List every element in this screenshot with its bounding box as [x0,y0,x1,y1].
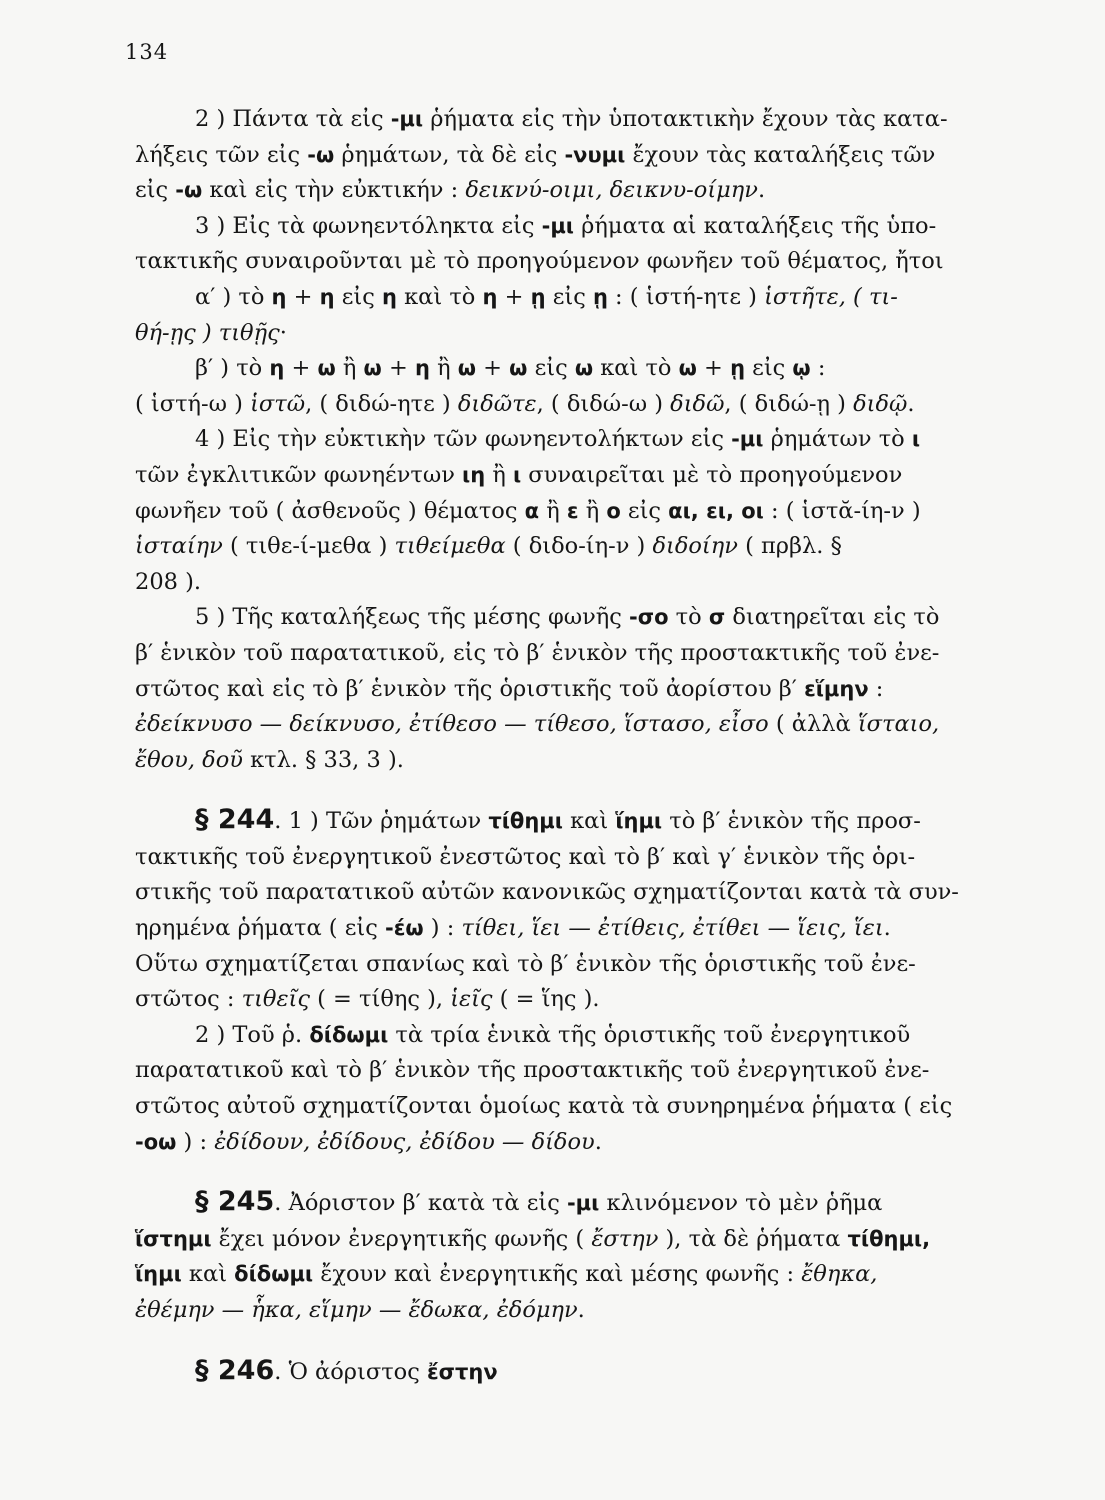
text-segment: ι [911,427,921,452]
text-segment: η [382,284,397,309]
text-segment: σ [708,605,726,630]
text-segment: τὰ τρία ἑνικὰ τῆς ὁριστικῆς τοῦ ἐνεργητικοῦ [388,1021,911,1048]
text-line [135,840,987,876]
text-segment: . [883,915,891,942]
text-line [135,1222,987,1258]
text-segment: η [271,284,287,309]
text-segment: εἰς [334,283,382,310]
text-segment: ἐθέμην — ἧκα, εἵμην — ἔδωκα, ἐδόμην [135,1297,578,1323]
text-line [135,244,987,280]
text-segment: ἢ [578,497,607,524]
text-segment: ἱστῶ [250,390,306,417]
text-segment: τῶν ἐγκλιτικῶν φωνηέντων [135,461,463,488]
text-line [135,316,987,352]
text-line [135,565,987,601]
text-segment: ἢ [485,461,513,488]
text-line [135,138,987,174]
text-segment: + [476,355,510,382]
text-segment: ω [574,356,594,381]
text-segment: ῃ [592,284,608,309]
text-segment: 3 ) Εἰς τὰ φωνηεντόληκτα εἰς [195,212,542,239]
text-segment: + [696,355,731,382]
text-segment: τακτικῆς τοῦ ἐνεργητικοῦ ἐνεστῶτος καὶ τὸ β′ καὶ γ′ ἑνικὸν τῆς ὁρι- [135,843,916,870]
text-line [135,102,987,138]
text-segment: : ( ἱστή-ητε ) [607,283,765,310]
text-segment: καὶ [562,808,616,835]
text-line [135,1293,987,1329]
text-segment: + [286,283,320,310]
text-segment: εἰς [745,355,793,382]
text-segment: ( ἱστή-ω ) [135,390,251,417]
text-segment: διδῶτε [457,390,537,417]
text-line [135,351,987,387]
text-segment: ῥημάτων, τὰ δὲ εἰς [334,141,565,168]
text-segment: τιθεῖς [241,986,310,1013]
text-segment: φωνῆεν τοῦ ( ἀσθενοῦς ) θέματος [135,497,525,524]
text-segment: 4 ) Εἰς τὴν εὐκτικὴν τῶν φωνηεντολήκτων εἰς [195,426,732,453]
text-segment: ῃ [530,284,546,309]
text-segment: ω [509,356,528,381]
text-segment: θή-ῃς ) τιθῇς [135,319,280,346]
section-number: § 246 [195,1354,275,1386]
text-segment: ( πρβλ. § [737,533,842,560]
text-segment: ( = ἵης ). [492,986,600,1013]
text-line [135,458,987,494]
text-segment: συναιρεῖται μὲ τὸ προηγούμενον [521,461,903,488]
text-segment: ἱσταίην [135,533,223,560]
text-line [135,1089,987,1125]
text-segment: . [757,177,766,204]
text-segment: . 1 ) Τῶν ῥημάτων [274,808,489,835]
text-segment: -σο [629,605,669,630]
text-line [135,707,987,743]
text-line [135,911,987,947]
text-segment: ῥήματα εἰς τὴν ὑποτακτικὴν ἔχουν τὰς κατα- [423,106,948,132]
text-line [135,802,987,840]
text-segment: -οω [135,1129,177,1154]
section-number: § 244 [195,804,275,836]
text-segment: . Ἀόριστον β′ κατὰ τὰ εἰς [274,1190,567,1217]
text-line [135,600,987,636]
text-segment: διατηρεῖται εἰς τὸ [725,604,940,631]
text-segment: , ( διδώ-ητε ) [305,390,458,417]
text-segment: ηρημένα ῥήματα ( εἰς [135,915,385,942]
text-segment: διδῶ [670,390,725,417]
text-segment: ω [363,356,382,381]
text-line [135,743,987,779]
text-segment: -έω [384,916,424,941]
text-segment: στικῆς τοῦ παρατατικοῦ αὐτῶν κανονικῶς σχηματίζονται κατὰ τὰ συν- [135,879,959,906]
text-segment: + [497,283,531,310]
text-segment: ἔθου, δοῦ [135,746,243,773]
text-segment: η [269,356,285,381]
text-segment: τίθημι [488,809,563,834]
text-segment: ἔχει μόνον ἐνεργητικῆς φωνῆς ( [211,1225,592,1252]
text-line [135,1257,987,1293]
section-gap [135,778,987,802]
text-segment: 208 ). [135,568,202,595]
section-gap [135,1160,987,1184]
text-segment: καὶ [181,1261,235,1288]
text-segment: ω [678,356,697,381]
text-segment: ἔστην [591,1225,659,1252]
text-segment: + [284,355,318,382]
text-segment: ἔχουν τὰς καταλήξεις τῶν [625,141,936,168]
text-segment: στῶτος αὐτοῦ σχηματίζονται ὁμοίως κατὰ τὰ συνηρημένα ῥήματα ( εἰς [135,1093,953,1120]
text-line [135,494,987,530]
text-segment: ἵστημι [135,1226,212,1251]
text-segment: ) : [176,1128,215,1155]
text-segment: , ( διδώ-ῃ ) [724,390,854,417]
text-segment: στῶτος : [135,986,242,1013]
text-segment: εἰς [527,355,575,382]
text-segment: . [907,390,915,417]
text-segment: στῶτος καὶ εἰς τὸ β′ ἑνικὸν τῆς ὁριστικῆς τοῦ ἀορίστου β′ [135,675,805,702]
text-segment: α [524,498,540,523]
text-segment: Οὕτω σχηματίζεται σπανίως καὶ τὸ β′ ἑνικὸν τῆς ὁριστικῆς τοῦ ἐνε- [135,950,916,977]
text-line [135,1018,987,1054]
text-segment: ἔθηκα, [801,1261,878,1288]
text-segment: αι, ει, οι [668,498,764,523]
text-segment: -μι [566,1191,600,1216]
text-segment: η [414,356,430,381]
text-segment: ο [606,498,621,523]
text-segment: ἐδείκνυσο — δείκνυσο, ἐτίθεσο — τίθεσο, ἵστασο, εἶσο [135,711,769,738]
text-segment: ἱεῖς [450,986,493,1013]
text-segment: ιη [462,462,486,487]
text-segment: ( ἀλλὰ [768,711,858,738]
text-segment: -ω [175,178,203,203]
text-segment: τίθημι, [847,1226,931,1251]
text-segment: τίθει, ἵει — ἐτίθεις, ἐτίθει — ἵεις, ἵει [461,915,884,942]
text-segment: εἰς [135,177,176,204]
text-segment: δίδωμι [234,1262,314,1287]
text-segment: ι [512,462,522,487]
text-line [135,387,987,423]
text-segment: δεικνύ-οιμι, δεικνυ-οίμην [465,177,758,204]
text-segment: ἵσταιο, [857,711,940,738]
text-segment: η [482,284,498,309]
text-segment: -μι [541,213,574,238]
text-segment: : [868,675,884,702]
text-segment: τιθείμεθα [394,533,506,560]
text-segment: ω [457,356,476,381]
text-line [135,875,987,911]
text-segment: α′ ) τὸ [195,283,272,310]
text-segment: τὸ [668,604,709,631]
text-line [135,1125,987,1161]
text-segment: ), τὰ δὲ ῥήματα [658,1225,848,1252]
text-segment: β′ ) τὸ [195,355,270,382]
text-line [135,947,987,983]
text-segment: ( = τίθης ), [309,986,451,1013]
text-segment: λήξεις τῶν εἰς [135,141,308,168]
text-segment: διδῷ [853,390,908,417]
text-segment: ε [566,498,579,523]
text-segment: ἔχουν καὶ ἐνεργητικῆς καὶ μέσης φωνῆς : [313,1261,802,1288]
text-segment: ἢ [539,497,567,524]
text-segment: καὶ τὸ [396,283,483,310]
text-segment: . [594,1128,602,1155]
text-segment: : [810,355,826,382]
text-segment: ῳ [792,356,811,381]
text-line [135,1053,987,1089]
text-line [135,173,987,209]
text-segment: εἰς [545,283,593,310]
text-segment: τὸ β′ ἑνικὸν τῆς προσ- [662,808,921,835]
text-segment: . [577,1297,585,1323]
text-segment: -μι [390,107,424,131]
text-segment: 2 ) Πάντα τὰ εἰς [195,106,391,132]
text-segment: καὶ τὸ [593,355,679,382]
body-text [135,102,987,1390]
text-segment: -νυμι [564,142,626,167]
text-segment: 2 ) Τοῦ ῥ. [195,1021,310,1048]
text-segment: ῥημάτων τὸ [763,426,912,453]
text-segment: ἢ [335,355,364,382]
text-segment: δίδωμι [309,1022,389,1047]
text-segment: κτλ. § 33, 3 ). [242,746,404,773]
text-segment: η [319,284,335,309]
section-gap [135,1329,987,1353]
text-segment: , ( διδώ-ω ) [536,390,671,417]
text-segment: ἐδίδουν, ἐδίδους, ἐδίδου — δίδου [214,1128,595,1155]
text-segment: · [279,319,287,346]
text-segment: + [381,355,415,382]
text-segment: -μι [731,427,764,452]
text-segment: ἔστην [426,1359,498,1384]
text-segment: εἵμην [804,676,869,701]
section-number: § 245 [195,1186,275,1218]
text-segment: διδοίην [652,533,738,560]
text-line [135,422,987,458]
text-segment: ( διδο-ίη-ν ) [505,533,653,560]
text-segment: τακτικῆς συναιροῦνται μὲ τὸ προηγούμενον φωνῆεν τοῦ θέματος, ἤτοι [135,248,944,275]
text-segment: ἱστῆτε, ( τι- [764,283,898,310]
page-number: 134 [125,40,169,64]
text-segment: εἰς [620,497,669,524]
text-line [135,1353,987,1391]
text-segment: παρατατικοῦ καὶ τὸ β′ ἑνικὸν τῆς προστακτικῆς τοῦ ἐνεργητικοῦ ἐνε- [135,1057,930,1084]
text-segment: καὶ εἰς τὴν εὐκτικήν : [202,177,466,204]
text-segment: : ( ἱστᾰ-ίη-ν ) [763,497,921,524]
text-segment: ἢ [429,355,458,382]
text-segment: . Ὁ ἀόριστος [274,1358,427,1385]
text-line [135,529,987,565]
text-segment: ) : [423,915,462,942]
text-segment: -ω [307,142,335,167]
text-segment: ἵημι [135,1262,182,1287]
text-line [135,636,987,672]
text-segment: ῃ [730,356,746,381]
text-segment: ( τιθε-ί-μεθα ) [222,533,395,560]
text-segment: ἵημι [615,809,663,834]
text-line [135,672,987,708]
text-line [135,982,987,1018]
text-line [135,1184,987,1222]
text-line [135,209,987,245]
text-segment: 5 ) Τῆς καταλήξεως τῆς μέσης φωνῆς [195,604,629,631]
text-segment: β′ ἑνικὸν τοῦ παρατατικοῦ, εἰς τὸ β′ ἑνικὸν τῆς προστακτικῆς τοῦ ἐνε- [135,639,940,666]
text-segment: ῥήματα αἱ καταλήξεις τῆς ὑπο- [573,212,937,239]
text-segment: κλινόμενον τὸ μὲν ῥῆμα [599,1190,883,1217]
text-segment: ω [317,356,336,381]
text-line [135,280,987,316]
